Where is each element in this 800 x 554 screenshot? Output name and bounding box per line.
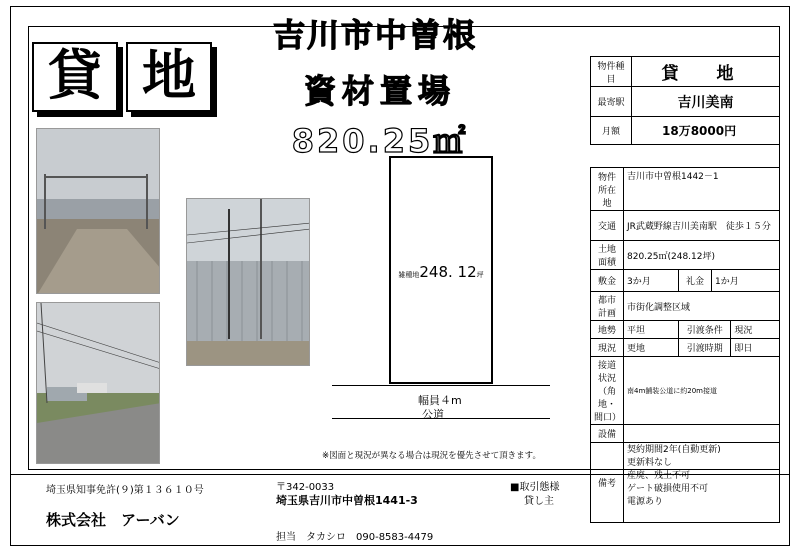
postal-code: 〒342-0033 [276, 482, 335, 493]
contact-info: 担当 タカシロ 090-8583-4479 [276, 532, 434, 543]
type-label: 物件種目 [591, 57, 632, 87]
rent-value: 18万8000円 [632, 117, 780, 145]
remark-item: 電源あり [627, 497, 664, 507]
key-money-value: 1か月 [712, 270, 780, 292]
transaction-value: 貸し主 [524, 496, 554, 507]
plot-area-value: 248. 12 [419, 263, 477, 281]
plot-area-label [391, 262, 491, 281]
key-money-label: 礼金 [679, 270, 712, 292]
summary-table [590, 56, 780, 145]
land-area-value: 820.25㎡(248.12坪) [624, 241, 780, 270]
site-photo-1 [36, 128, 160, 294]
company-address: 埼玉県吉川市中曽根1441-3 [276, 494, 418, 507]
handover-time-value: 即日 [731, 339, 780, 357]
area-title: 820.25㎡ [291, 122, 469, 160]
detail-table [590, 167, 780, 523]
remark-item: ゲート破損使用不可 [627, 484, 709, 494]
company-name: 株式会社 アーバン [46, 511, 180, 529]
type-value: 貸 地 [632, 57, 780, 87]
remark-item: 契約期間2年(自動更新) [627, 445, 721, 455]
handover-time-label: 引渡時期 [679, 339, 731, 357]
rent-label: 月額 [591, 117, 632, 145]
transaction-label: ■取引態様 [510, 482, 560, 493]
terrain-value: 平坦 [624, 321, 679, 339]
road-width: 幅員４m [418, 394, 462, 407]
remark-item: 産廃、残土不可 [627, 471, 691, 481]
road-label: 接道状況（角地・間口） [591, 357, 624, 425]
deposit-label: 敷金 [591, 270, 624, 292]
remarks-label: 備考 [591, 443, 624, 523]
handover-cond-value: 現況 [731, 321, 780, 339]
road-line-top [332, 385, 550, 386]
traffic-value: JR武蔵野線吉川美南駅 徒歩１５分 [624, 211, 780, 241]
handover-cond-label: 引渡条件 [679, 321, 731, 339]
terrain-label: 地勢 [591, 321, 624, 339]
purpose-title: 資材置場 [303, 72, 456, 110]
footer-divider [10, 474, 790, 475]
disclaimer: ※図面と現況が異なる場合は現況を優先させて頂きます。 [322, 451, 541, 461]
road-value: 南4m舗装公道に約20m接道 [624, 357, 780, 425]
city-plan-label: 都市計画 [591, 292, 624, 321]
site-photo-3 [36, 302, 160, 464]
plot-land-type: 雑種地 [398, 271, 420, 279]
site-photo-2 [186, 198, 310, 366]
facility-value [624, 425, 780, 443]
traffic-label: 交通 [591, 211, 624, 241]
kanji-land-box: 地 [126, 42, 212, 112]
status-value: 更地 [624, 339, 679, 357]
remark-item: 更新料なし [627, 458, 673, 468]
city-plan-value: 市街化調整区域 [624, 292, 780, 321]
remarks-list [624, 443, 780, 523]
road-type: 公道 [422, 408, 444, 421]
station-label: 最寄駅 [591, 87, 632, 117]
address-value: 吉川市中曽根1442－1 [624, 168, 780, 211]
station-value: 吉川美南 [632, 87, 780, 117]
location-title: 吉川市中曽根 [272, 16, 477, 54]
plot-area-unit: 坪 [476, 271, 484, 279]
license-number: 埼玉県知事免許(９)第１３６１０号 [46, 485, 204, 496]
status-label: 現況 [591, 339, 624, 357]
facility-label: 設備 [591, 425, 624, 443]
deposit-value: 3か月 [624, 270, 679, 292]
land-area-label: 土地面積 [591, 241, 624, 270]
kanji-lease-box: 貸 [32, 42, 118, 112]
address-label: 物件所在地 [591, 168, 624, 211]
